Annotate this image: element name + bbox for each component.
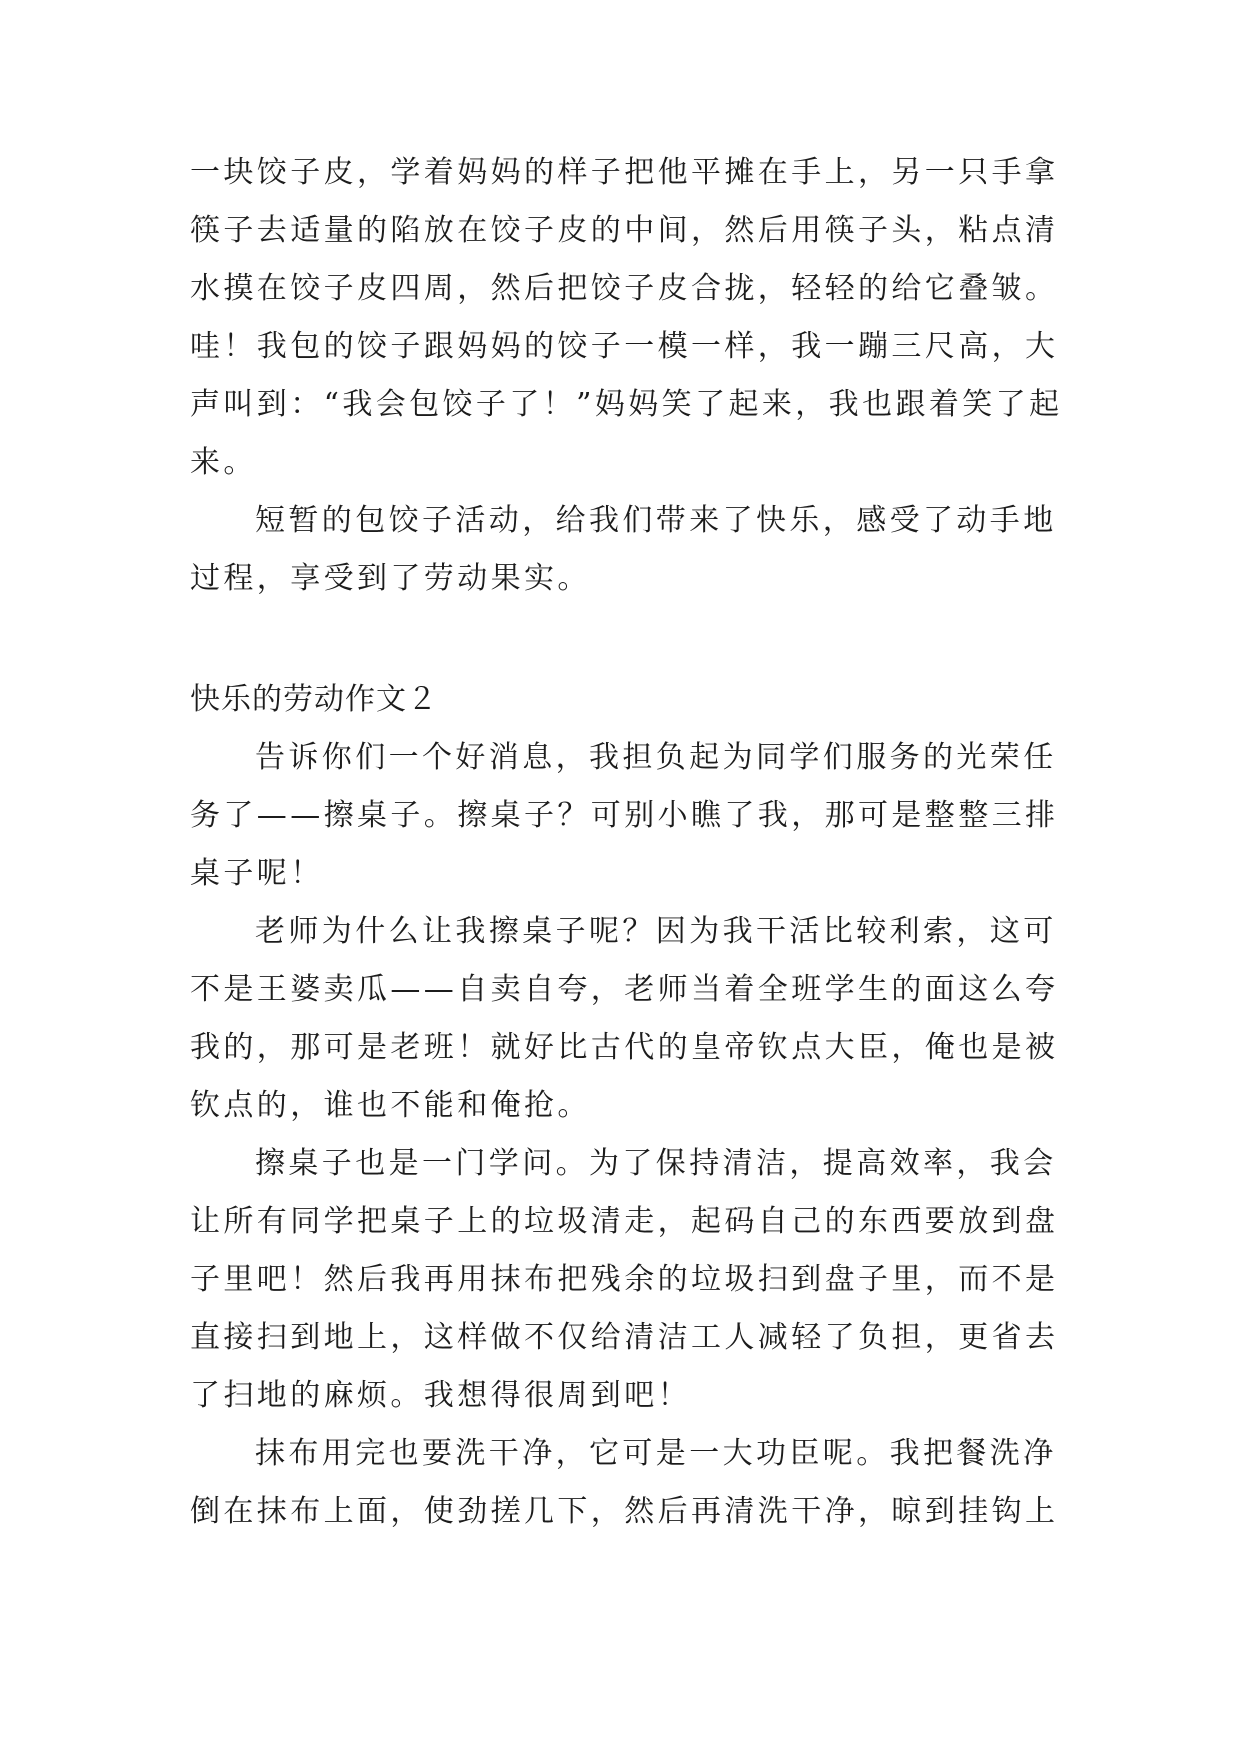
paragraph-line: 哇！我包的饺子跟妈妈的饺子一模一样，我一蹦三尺高，大 xyxy=(190,329,1059,364)
paragraph-line: 一块饺子皮，学着妈妈的样子把他平摊在手上，另一只手拿 xyxy=(190,155,1059,190)
paragraph-line: 让所有同学把桌子上的垃圾清走，起码自己的东西要放到盘 xyxy=(190,1204,1059,1239)
paragraph-line: 老师为什么让我擦桌子呢？因为我干活比较利索，这可 xyxy=(255,914,1057,949)
paragraph-line: 过程，享受到了劳动果实。 xyxy=(190,561,591,596)
paragraph-line: 不是王婆卖瓜——自卖自夸，老师当着全班学生的面这么夸 xyxy=(190,972,1059,1007)
paragraph-line: 子里吧！然后我再用抹布把残余的垃圾扫到盘子里，而不是 xyxy=(190,1262,1059,1297)
paragraph-line: 筷子去适量的陷放在饺子皮的中间，然后用筷子头，粘点清 xyxy=(190,213,1059,248)
paragraph-line: 倒在抹布上面，使劲搓几下，然后再清洗干净，晾到挂钩上 xyxy=(190,1494,1059,1529)
paragraph-line: 抹布用完也要洗干净，它可是一大功臣呢。我把餐洗净 xyxy=(255,1436,1057,1471)
section-heading: 快乐的劳动作文２ xyxy=(190,682,438,717)
paragraph-line: 桌子呢！ xyxy=(190,856,324,891)
paragraph-line: 直接扫到地上，这样做不仅给清洁工人减轻了负担，更省去 xyxy=(190,1320,1059,1355)
paragraph-line: 务了——擦桌子。擦桌子？可别小瞧了我，那可是整整三排 xyxy=(190,798,1059,833)
paragraph-line: 来。 xyxy=(190,445,257,480)
paragraph-line: 了扫地的麻烦。我想得很周到吧！ xyxy=(190,1378,691,1413)
paragraph-line: 我的，那可是老班！就好比古代的皇帝钦点大臣，俺也是被 xyxy=(190,1030,1059,1065)
paragraph-line: 擦桌子也是一门学问。为了保持清洁，提高效率，我会 xyxy=(255,1146,1057,1181)
paragraph-line: 短暂的包饺子活动，给我们带来了快乐，感受了动手地 xyxy=(255,503,1057,538)
paragraph-line: 水摸在饺子皮四周，然后把饺子皮合拢，轻轻的给它叠皱。 xyxy=(190,271,1059,306)
paragraph-line: 声叫到：“我会包饺子了！”妈妈笑了起来，我也跟着笑了起 xyxy=(190,387,1063,422)
paragraph-line: 钦点的，谁也不能和俺抢。 xyxy=(190,1088,591,1123)
paragraph-line: 告诉你们一个好消息，我担负起为同学们服务的光荣任 xyxy=(255,740,1057,775)
